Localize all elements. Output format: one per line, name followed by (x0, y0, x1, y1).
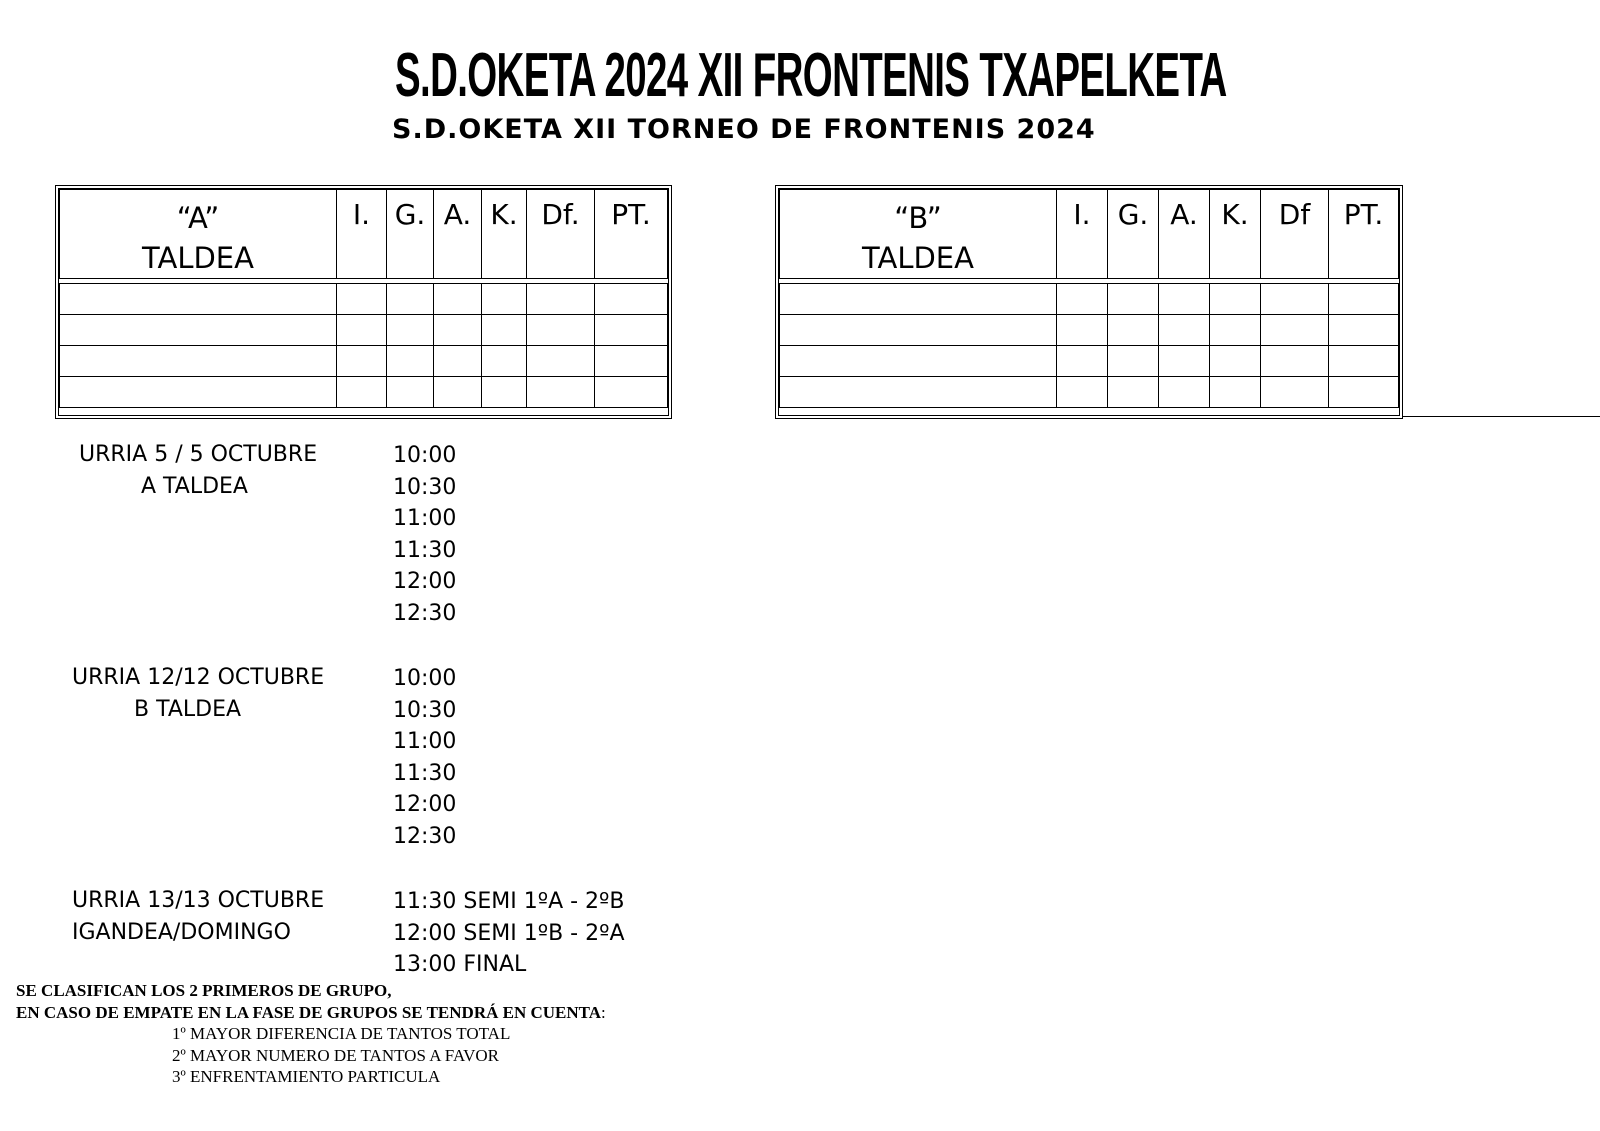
col-header: Df. (527, 190, 595, 279)
time-slot: 11:00 (393, 729, 457, 754)
schedule-date: URRIA 5 / 5 OCTUBRE (79, 442, 318, 467)
col-header: K. (482, 190, 527, 279)
rules-block (16, 980, 606, 1088)
col-header: A. (434, 190, 482, 279)
group-name: “A” TALDEA (60, 190, 337, 279)
time-slot: 10:30 (393, 697, 457, 723)
col-header: I. (337, 190, 387, 279)
time-slot: 12:00 (393, 792, 457, 817)
rules-item: 1º MAYOR DIFERENCIA DE TANTOS TOTAL (172, 1024, 511, 1043)
col-header: A. (1159, 190, 1210, 279)
schedule-label: B TALDEA (134, 697, 242, 722)
col-header: I. (1057, 190, 1108, 279)
page-title: S.D.OKETA 2024 XII FRONTENIS TXAPELKETA (395, 41, 1227, 110)
schedule-date: URRIA 12/12 OCTUBRE (72, 665, 325, 690)
time-slot: 11:30 SEMI 1ºA - 2ºB (393, 889, 625, 914)
table-row[interactable] (60, 377, 668, 408)
schedule-times (393, 440, 456, 629)
group-name: “B” TALDEA (780, 190, 1057, 279)
col-header: PT. (1329, 190, 1399, 279)
time-slot: 12:30 (393, 600, 457, 626)
time-slot: 12:00 (393, 569, 457, 594)
table-row[interactable] (780, 315, 1399, 346)
page-subtitle: S.D.OKETA XII TORNEO DE FRONTENIS 2024 (392, 114, 1096, 145)
col-header: K. (1210, 190, 1261, 279)
group-a-table (55, 185, 672, 419)
table-row[interactable] (780, 284, 1399, 315)
rules-item: 2º MAYOR NUMERO DE TANTOS A FAVOR (172, 1045, 499, 1065)
col-header: G. (1108, 190, 1159, 279)
time-slot: 10:00 (393, 443, 457, 468)
time-slot: 12:30 (393, 823, 457, 849)
col-header: PT. (595, 190, 668, 279)
col-header: G. (387, 190, 434, 279)
time-slot: 11:30 (393, 760, 457, 786)
time-slot: 12:00 SEMI 1ºB - 2ºA (393, 920, 625, 946)
table-header-row (60, 190, 668, 279)
table-row[interactable] (780, 346, 1399, 377)
schedule-times (393, 663, 456, 852)
time-slot: 10:00 (393, 666, 457, 691)
schedule-label: A TALDEA (141, 474, 248, 499)
table-row[interactable] (60, 346, 668, 377)
time-slot: 11:30 (393, 537, 457, 563)
rules-line: EN CASO DE EMPATE EN LA FASE DE GRUPOS SE TENDRÁ EN CUENTA: (16, 1002, 606, 1022)
schedule-date: URRIA 13/13 OCTUBRE (72, 888, 325, 913)
time-slot: 10:30 (393, 474, 457, 500)
divider-line (1403, 416, 1600, 417)
table-row[interactable] (780, 377, 1399, 408)
table-row[interactable] (60, 284, 668, 315)
rules-item: 3º ENFRENTAMIENTO PARTICULA (172, 1067, 441, 1086)
rules-line: SE CLASIFICAN LOS 2 PRIMEROS DE GRUPO, (16, 981, 392, 1000)
col-header: Df (1261, 190, 1329, 279)
time-slot: 13:00 FINAL (393, 952, 527, 977)
schedule-label: IGANDEA/DOMINGO (72, 920, 291, 945)
group-b-table (775, 185, 1403, 419)
table-header-row (780, 190, 1399, 279)
schedule-times (393, 886, 625, 981)
time-slot: 11:00 (393, 506, 457, 531)
table-row[interactable] (60, 315, 668, 346)
